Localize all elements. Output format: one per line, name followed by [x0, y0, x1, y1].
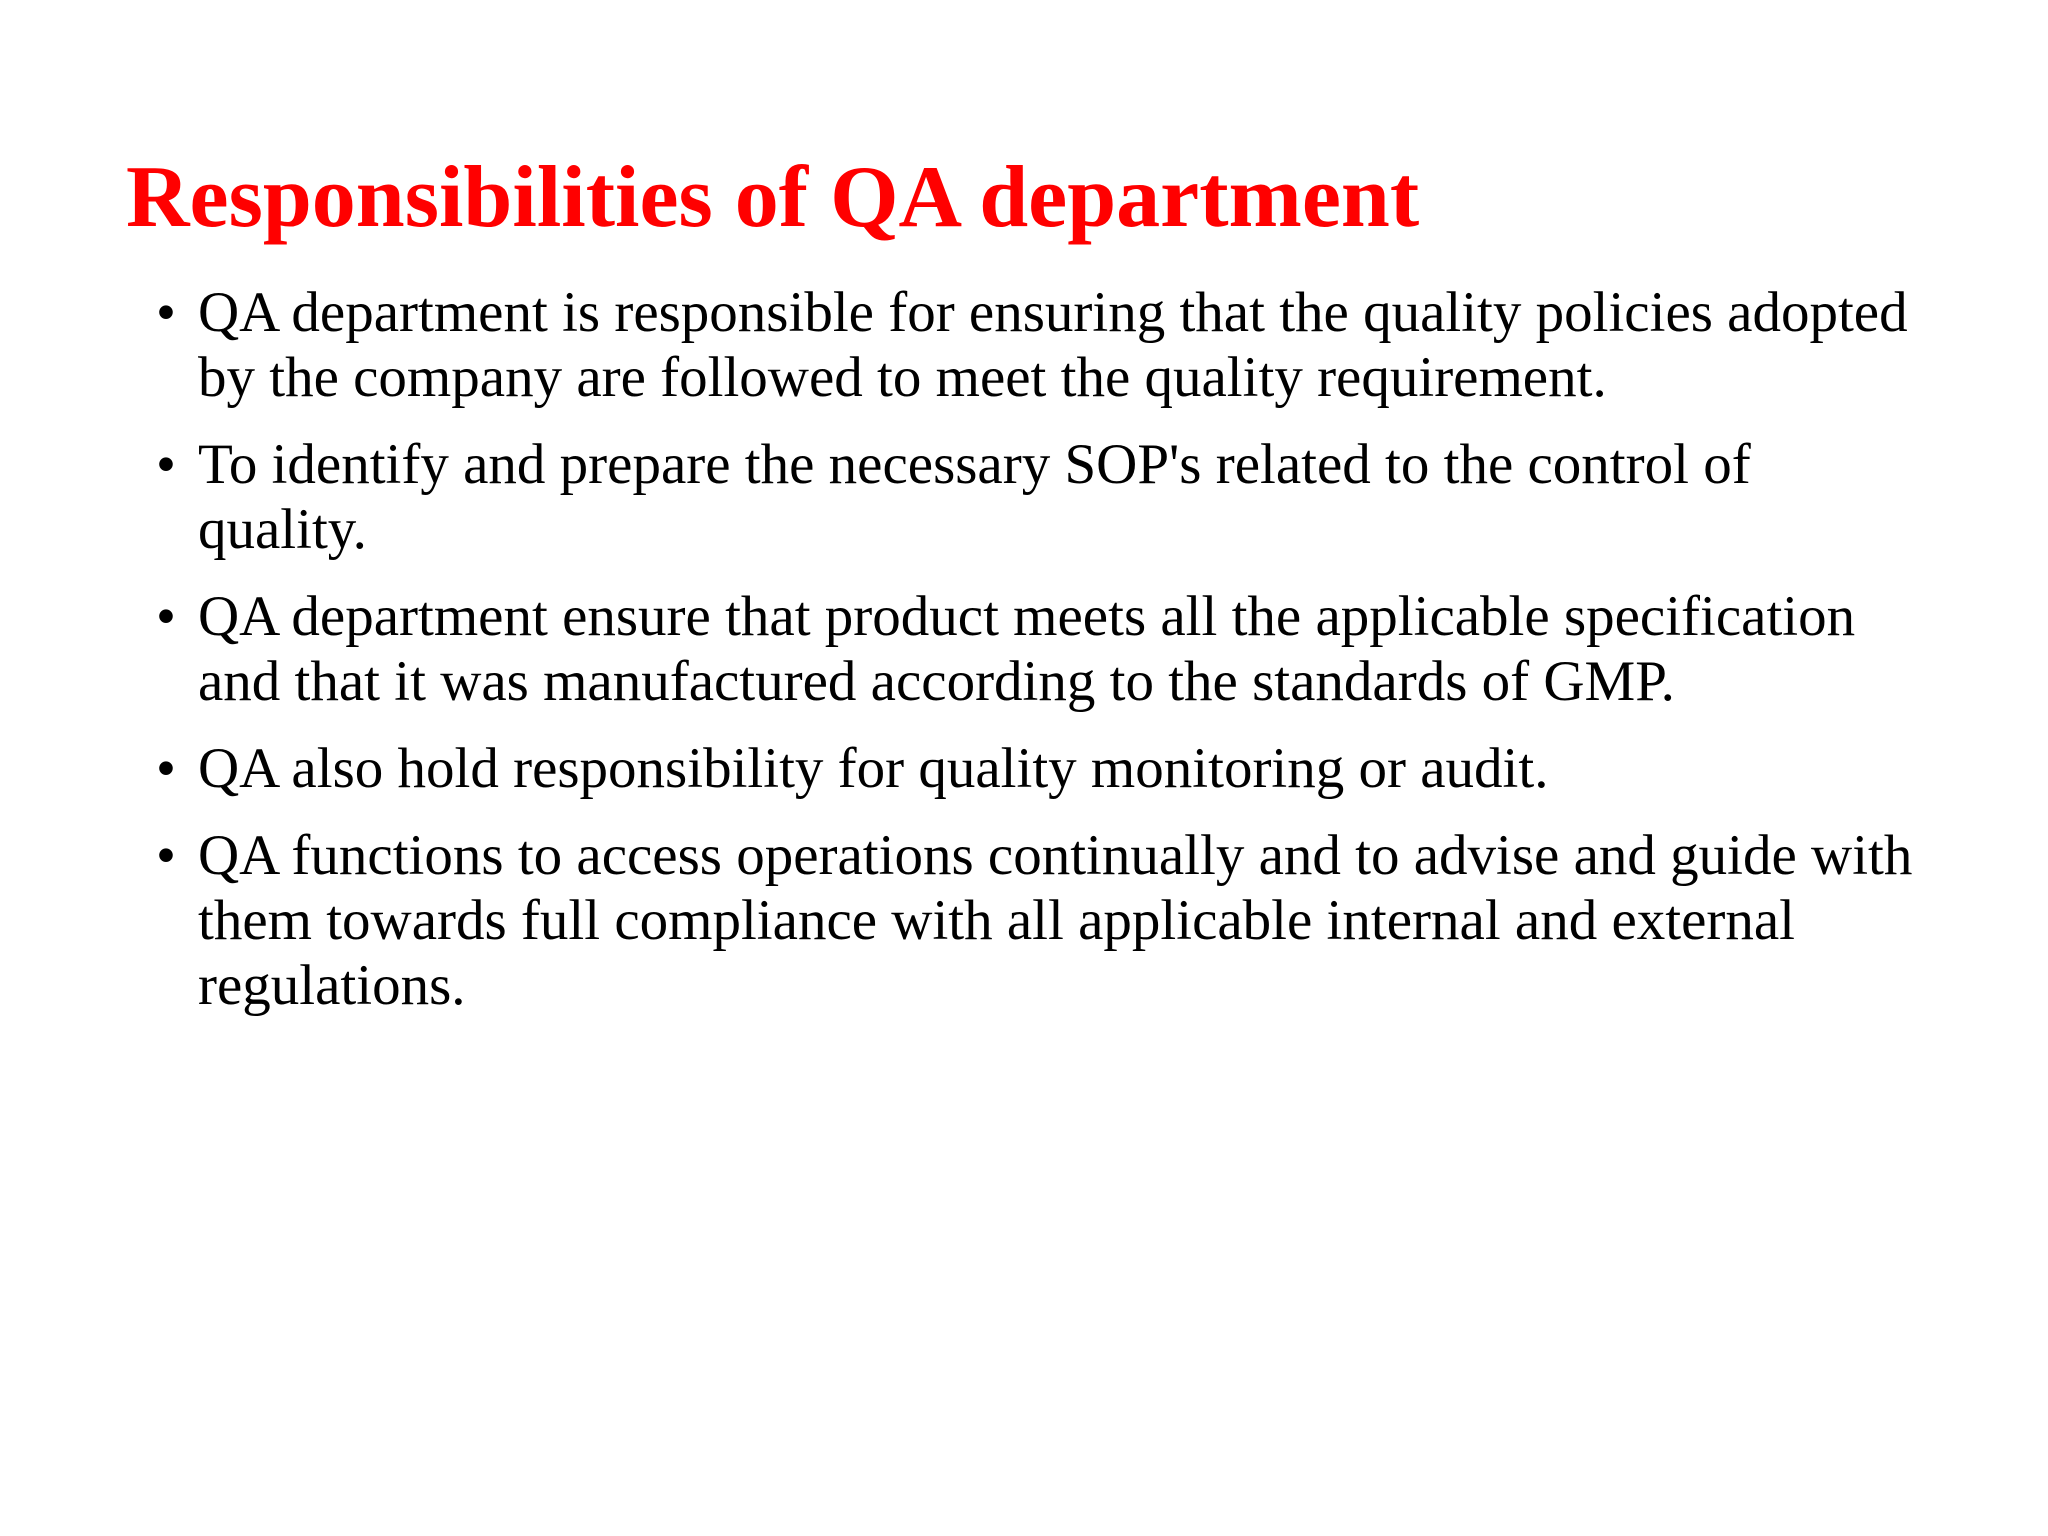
bullet-text: QA functions to access operations continually and to advise and guide with them towards full compliance with all applicable internal and external regulations. [198, 824, 1913, 1017]
bullet-marker: • [156, 433, 176, 496]
bullet-item [156, 280, 1916, 410]
bullet-marker: • [156, 737, 176, 800]
bullet-text: QA also hold responsibility for quality monitoring or audit. [198, 737, 1549, 800]
bullet-marker: • [156, 585, 176, 648]
bullet-marker: • [156, 281, 176, 344]
bullet-item [156, 823, 1916, 1018]
bullet-list [156, 280, 1916, 1040]
bullet-text: QA department ensure that product meets all the applicable specification and that it was manufactured according to the standards of GMP. [198, 585, 1856, 713]
slide-title: Responsibilities of QA department [126, 149, 1420, 246]
bullet-item [156, 584, 1916, 714]
bullet-item [156, 736, 1916, 801]
bullet-text: QA department is responsible for ensuring that the quality policies adopted by the company are followed to meet the quality requirement. [198, 281, 1908, 409]
bullet-text: To identify and prepare the necessary SOP's related to the control of quality. [198, 433, 1751, 561]
bullet-item [156, 432, 1916, 562]
bullet-marker: • [156, 824, 176, 887]
